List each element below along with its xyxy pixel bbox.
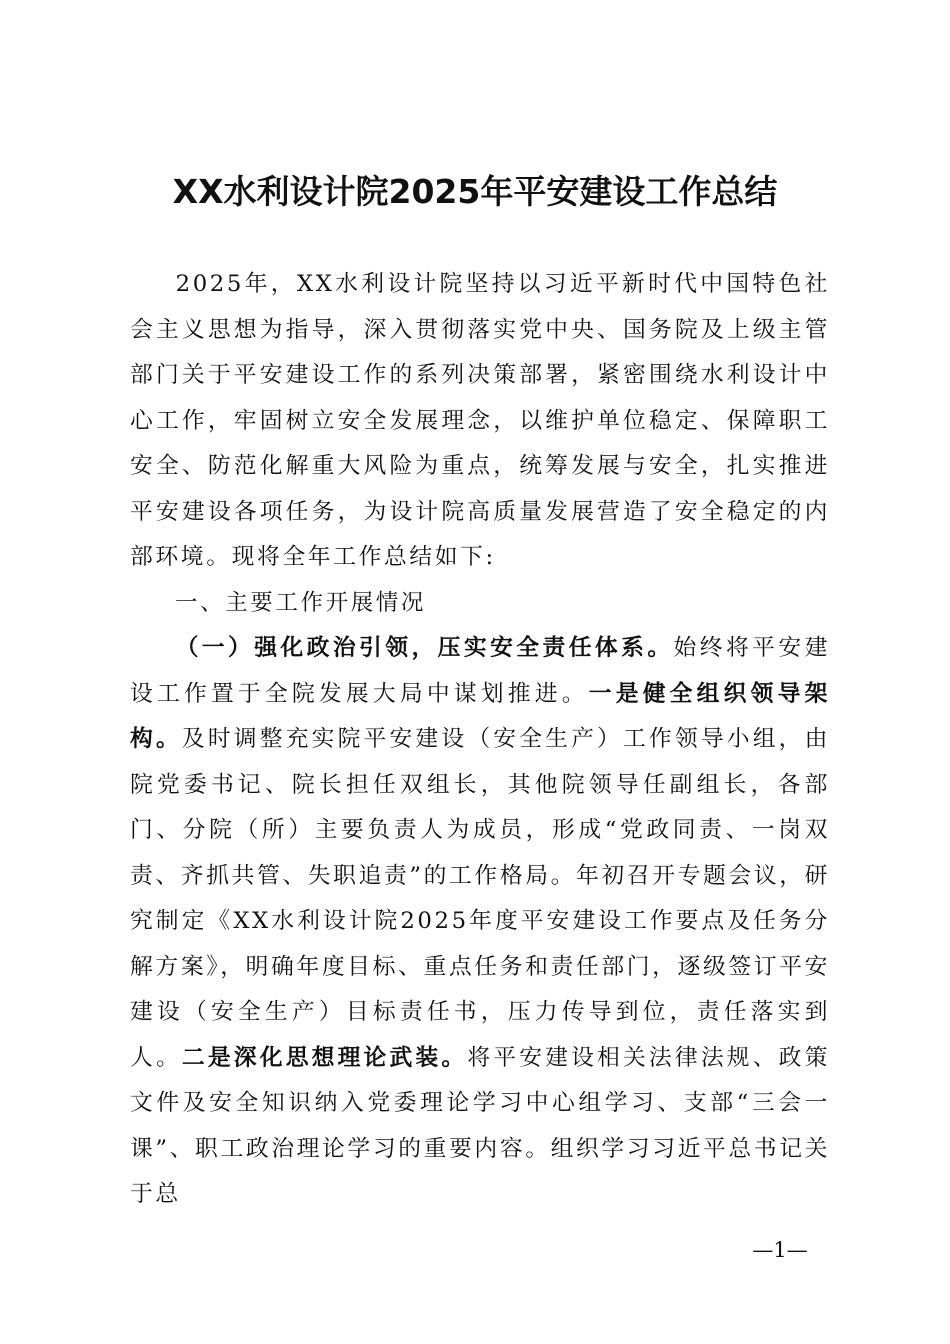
point-heading-1: 一是健全组织领导架构。 (130, 680, 831, 752)
intro-paragraph: 2025年，XX水利设计院坚持以习近平新时代中国特色社会主义思想为指导，深入贯彻落实党中央、国务院及上级主管部门关于平安建设工作的系列决策部署，紧密围绕水利设计中心工作，牢固树立安全发展理念，以维护单位稳定、保障职工安全、防范化解重大风险为重点，统筹发展与安全，扎实推进平安建设各项任务，为设计院高质量发展营造了安全稳定的内部环境。现将全年工作总结如下: (130, 271, 830, 570)
document-title: XX水利设计院2025年平安建设工作总结 (172, 172, 778, 211)
subsection-heading-1: （一）强化政治引领，压实安全责任体系。 (175, 635, 674, 661)
subsection-paragraph-1 (130, 626, 830, 1218)
point-text-2: 将平安建设相关法律法规、政策文件及安全知识纳入党委理论学习中心组学习、支部“三会一课”、职工政治理论学习的重要内容。组织学习习近平总书记关于总 (130, 1044, 831, 1207)
page-number: —1— (752, 1238, 808, 1262)
subsection-text-1: 始终将平安建设工作置于全院发展大局中谋划推进。 (130, 635, 830, 707)
document-body (130, 262, 830, 1218)
section-heading-1: 一、主要工作开展情况 (175, 589, 427, 616)
point-text-1: 及时调整充实院平安建设（安全生产）工作领导小组，由院党委书记、院长担任双组长，其他院领导任副组长，各部门、分院（所）主要负责人为成员，形成“党政同责、一岗双责、齐抓共管、失职追责”的工作格局。年初召开专题会议，研究制定《XX水利设计院2025年度平安建设工作要点及任务分解方案》，明确年度目标、重点任务和责任部门，逐级签订平安建设（安全生产）目标责任书，压力传导到位，责任落实到人。 (130, 726, 831, 1071)
point-heading-2: 二是深化思想理论武装。 (181, 1044, 468, 1071)
